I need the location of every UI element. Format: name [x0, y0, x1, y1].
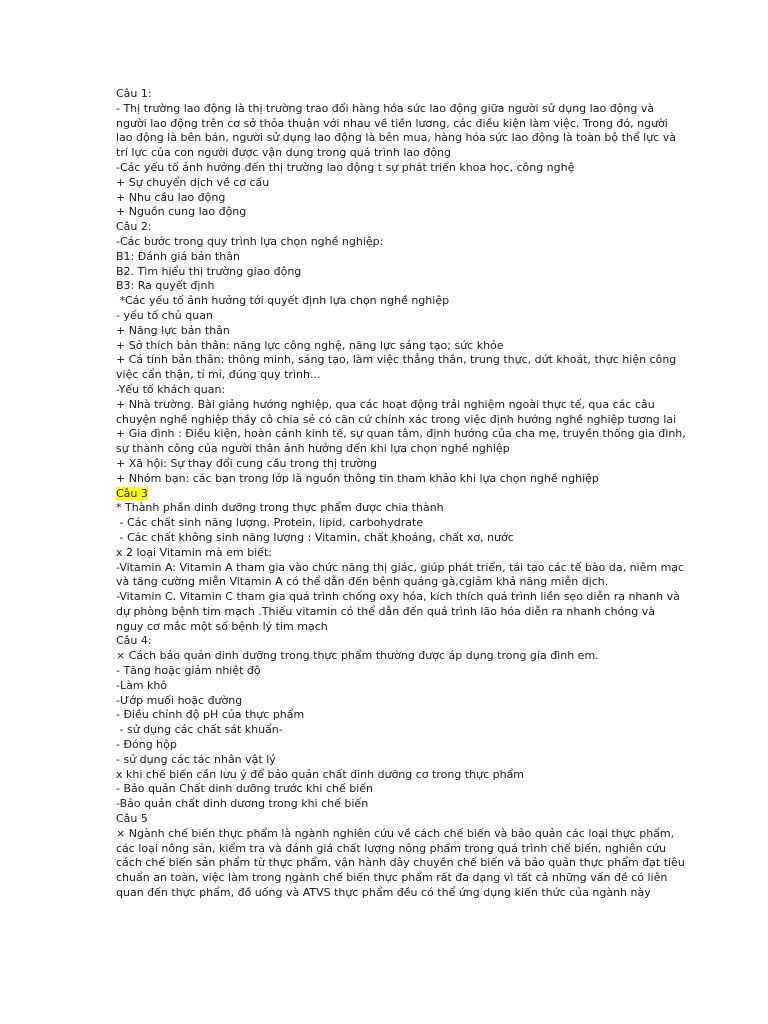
text-line: [116, 782, 656, 797]
text-line: [116, 708, 656, 723]
text-line: [116, 353, 677, 368]
text-line: [116, 87, 656, 102]
text-line: [116, 294, 656, 309]
text-line: [116, 279, 656, 294]
text-line: [116, 235, 656, 250]
text-line: [116, 679, 656, 694]
text-line: [116, 161, 656, 176]
line-text: + Gia đình : Điều kiện, hoàn cảnh kinh tế, sự quan tâm, định hướng của cha mẹ, truyền thống gia đình,: [116, 427, 686, 441]
line-text: - yếu tố chủ quan: [116, 308, 213, 322]
line-text: -Làm khô: [116, 678, 168, 692]
line-text: Câu 4:: [116, 634, 152, 648]
line-text: -Yếu tố khách quan:: [116, 382, 226, 396]
line-text: trí lực của con người được vận dụng trong quá trình lao động: [116, 146, 452, 160]
text-line: [116, 383, 656, 398]
line-text: B1: Đánh giá bản thân: [116, 249, 240, 263]
text-line: [116, 368, 656, 383]
line-text: chuẩn an toàn, việc làm trong ngành chế biến thực phẩm rất đa dạng vì tất cả những vấn đề có liên: [116, 871, 668, 885]
line-text: B3: Ra quyết định: [116, 279, 215, 293]
text-line: [116, 442, 656, 457]
line-text: - Các chất không sinh năng lượng : Vitamin, chất khoáng, chất xơ, nước: [116, 530, 514, 544]
text-line: [116, 427, 686, 442]
line-text: -Các yếu tố ảnh hưởng đến thị trường lao động t sự phát triển khoa học, công nghệ: [116, 160, 575, 174]
text-line: [116, 620, 656, 635]
line-text: + Nhóm bạn: các bạn trong lớp là nguồn thông tin tham khảo khi lựa chọn nghề nghiệp: [116, 471, 599, 485]
text-line: [116, 472, 656, 487]
text-line: [116, 116, 668, 132]
text-line: [116, 546, 656, 561]
text-line: [116, 191, 656, 206]
line-text: + Nhà trường. Bài giảng hướng nghiệp, qua các hoạt động trải nghiệm ngoài thực tế, qua các câu: [116, 397, 655, 411]
line-text: và tăng cường miễn Vitamin A có thể dẫn đến bệnh quáng gà,cgiảm khả năng miễn dịch.: [116, 575, 609, 589]
line-text: - Bảo quản Chất dinh dưỡng trước khi chế biến: [116, 782, 373, 796]
line-text: -Bảo quản chất dinh dương trong khi chế biến: [116, 797, 369, 811]
line-text: lao động là bên bán, người sử dụng lao động là bên mua, hàng hóa sức lao động là toàn bộ thể lực và: [116, 131, 676, 145]
line-text: - Đóng hộp: [116, 738, 177, 752]
line-text: các loại nông sản, kiểm tra và đánh giá chất lượng nông phẩm trong quá trình chế biến, nghiên cứu: [116, 841, 667, 855]
text-line: [116, 309, 656, 324]
text-line: [116, 841, 667, 857]
text-line: [116, 590, 680, 605]
text-line: [116, 205, 656, 220]
line-text: - Tăng hoặc giảm nhiệt độ: [116, 664, 261, 678]
line-text: nguy cơ mắc một số bệnh lý tim mạch: [116, 619, 328, 633]
text-line: [116, 131, 676, 146]
line-text: Câu 2:: [116, 220, 152, 234]
line-text: x 2 loại Vitamin mà em biết:: [116, 545, 272, 559]
text-line: [116, 560, 685, 576]
line-text: B2. Tìm hiểu thị trường giao động: [116, 264, 302, 278]
line-text: Câu 1:: [116, 87, 152, 100]
text-line: [116, 339, 656, 354]
text-line: [116, 634, 656, 649]
line-text: việc cẩn thận, tỉ mỉ, đúng quy trình...: [116, 368, 321, 382]
text-line: [116, 487, 656, 502]
line-text: + Cá tính bản thân: thông minh, sáng tạo, làm việc thẳng thắn, trung thực, dứt khoát, thực hiện công: [116, 353, 677, 367]
text-line: [116, 605, 656, 620]
text-line: [116, 664, 656, 679]
text-line: [116, 812, 656, 827]
text-line: [116, 826, 675, 842]
line-text: - Các chất sinh năng lượng. Protein, lipid, carbohydrate: [116, 516, 424, 530]
text-line: [116, 220, 656, 235]
line-text: * Thành phần dinh dưỡng trong thực phẩm được chia thành: [116, 501, 444, 515]
line-text: x khi chế biến cần lưu ý để bảo quản chất dinh dưỡng cơ trong thực phẩm: [116, 767, 525, 781]
text-line: [116, 531, 656, 546]
line-text: -Ướp muối hoặc đường: [116, 693, 243, 707]
text-line: [116, 723, 656, 738]
text-line: [116, 398, 656, 413]
text-line: [116, 753, 656, 768]
line-text: + Xã hội: Sự thay đổi cung cầu trong thị trường: [116, 456, 378, 470]
line-text: cách chế biến sản phẩm từ thực phẩm, vận hành dây chuyền chế biến và bảo quản thực phẩm đạt tiêu: [116, 856, 685, 870]
text-line: [116, 738, 656, 753]
line-text: - Điều chỉnh độ pH của thực phẩm: [116, 708, 305, 722]
line-text: quan đến thực phẩm, đồ uống và ATVS thực phẩm đều có thể ứng dụng kiến thức của ngành này: [116, 886, 651, 900]
line-text: dự phòng bệnh tim mạch .Thiếu vitamin có thể dẫn đến quá trình lão hóa diễn ra nhanh chóng và: [116, 604, 655, 618]
text-line: [116, 575, 656, 590]
text-line: [116, 102, 656, 117]
line-text: -Các bước trong quy trình lựa chọn nghề nghiệp:: [116, 234, 384, 248]
text-line: [116, 265, 656, 280]
line-text: + Nguồn cung lao động: [116, 205, 247, 219]
text-line: [116, 694, 656, 709]
line-text: người lao động trên cơ sở thỏa thuận với nhau về tiền lương, các điều kiện làm việc. Trong đó, người: [116, 116, 668, 130]
line-text: -Vitamin A: Vitamin A tham gia vào chức năng thị giác, giúp phát triển, tái tạo các tế bào da, niêm mạc: [116, 560, 685, 574]
document-body: [116, 87, 686, 901]
line-text: + Sở thích bản thân: năng lực công nghệ, năng lực sáng tạo; sức khỏe: [116, 338, 504, 352]
line-text: chuyện nghề nghiệp thầy cô chia sẻ có căn cứ chính xác trong việc định hướng nghề nghiệp tương lai: [116, 412, 677, 426]
text-line: [116, 871, 668, 886]
text-line: [116, 457, 656, 472]
text-line: [116, 516, 656, 531]
line-text: *Các yếu tố ảnh hưởng tới quyết định lựa chọn nghề nghiệp: [116, 294, 450, 308]
text-line: [116, 797, 656, 812]
line-text: + Nhu cầu lao động: [116, 190, 226, 204]
line-text: Câu 5: [116, 812, 148, 826]
text-line: [116, 649, 656, 664]
line-text: × Ngành chế biến thực phẩm là ngành nghiên cứu về cách chế biến và bảo quản các loại thực phẩm,: [116, 826, 675, 840]
line-text: + Sự chuyển dịch về cơ cấu: [116, 175, 270, 189]
line-text: - sử dụng các chất sát khuẩn-: [116, 723, 283, 737]
text-line: [116, 176, 656, 191]
line-text: × Cách bảo quản dinh dưỡng trong thực phẩm thường được áp dụng trong gia đình em.: [116, 649, 599, 663]
text-line: [116, 768, 656, 783]
line-text: -Vitamin C. Vitamin C tham gia quá trình chống oxy hóa, kích thích quá trình liền sẹo diễn ra nhanh và: [116, 590, 680, 604]
line-text: - sử dụng các tác nhân vật lý: [116, 752, 276, 766]
line-text: sự thành công của người thân ảnh hưởng đến khi lựa chọn nghề nghiệp: [116, 442, 510, 456]
line-text: + Năng lực bản thân: [116, 323, 230, 337]
text-line: [116, 324, 656, 339]
text-line: [116, 501, 656, 516]
text-line: [116, 856, 685, 871]
line-text: - Thị trường lao động là thị trường trao đổi hàng hóa sức lao động giữa người sử dụng lao động và: [116, 101, 655, 115]
text-line: [116, 886, 656, 901]
highlighted-heading: Câu 3: [116, 486, 148, 500]
text-line: [116, 146, 656, 161]
text-line: [116, 250, 656, 265]
text-line: [116, 412, 677, 428]
